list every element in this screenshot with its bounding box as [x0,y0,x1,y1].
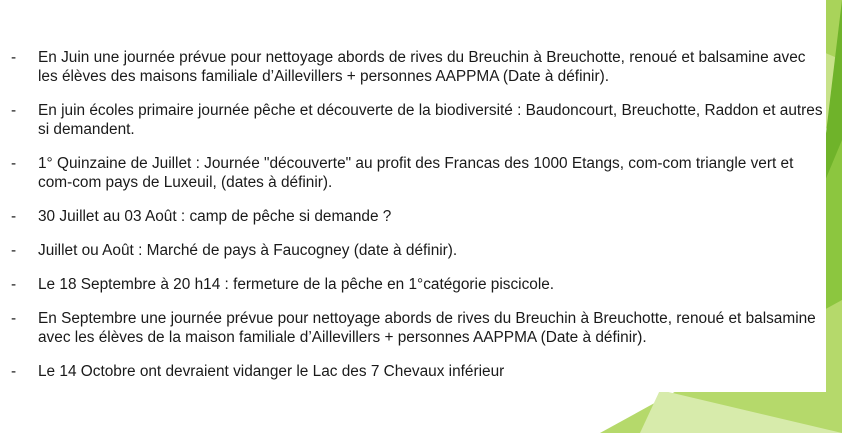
bullet-dash: - [11,49,17,66]
list-item [0,154,826,192]
list-item-text: 1° Quinzaine de Juillet : Journée "découverte" au profit des Francas des 1000 Etangs, com-com triangle vert et com-com pays de Luxeuil, (dates à définir). [38,155,794,191]
list-item [0,241,826,260]
list-item-text: Juillet ou Août : Marché de pays à Faucogney (date à définir). [38,242,458,259]
list-item [0,309,826,347]
bullet-dash: - [11,276,17,293]
bullet-dash: - [11,363,17,380]
bullet-dash: - [11,102,17,119]
bullet-dash: - [11,155,17,172]
bullet-dash: - [11,310,17,327]
bullet-list [0,48,826,396]
bullet-dash: - [11,208,17,225]
list-item-text: Le 18 Septembre à 20 h14 : fermeture de la pêche en 1°catégorie piscicole. [38,276,555,293]
list-item-text: En Septembre une journée prévue pour nettoyage abords de rives du Breuchin à Breuchotte, renoué et balsamine avec les élèves de la maison familiale d’Aillevillers + personnes AAPPMA (Date à définir). [38,310,816,346]
list-item [0,48,826,86]
list-item-text: En juin écoles primaire journée pêche et découverte de la biodiversité : Baudoncourt, Breuchotte, Raddon et autres si demandent. [38,102,823,138]
list-item-text: En Juin une journée prévue pour nettoyage abords de rives du Breuchin à Breuchotte, renoué et balsamine avec les élèves des maisons familiale d’Aillevillers + personnes AAPPMA (Date à définir). [38,49,806,85]
list-item [0,362,826,381]
list-item [0,207,826,226]
list-item-text: 30 Juillet au 03 Août : camp de pêche si demande ? [38,208,392,225]
bullet-dash: - [11,242,17,259]
list-item [0,101,826,139]
list-item-text: Le 14 Octobre ont devraient vidanger le Lac des 7 Chevaux inférieur [38,363,505,380]
list-item [0,275,826,294]
